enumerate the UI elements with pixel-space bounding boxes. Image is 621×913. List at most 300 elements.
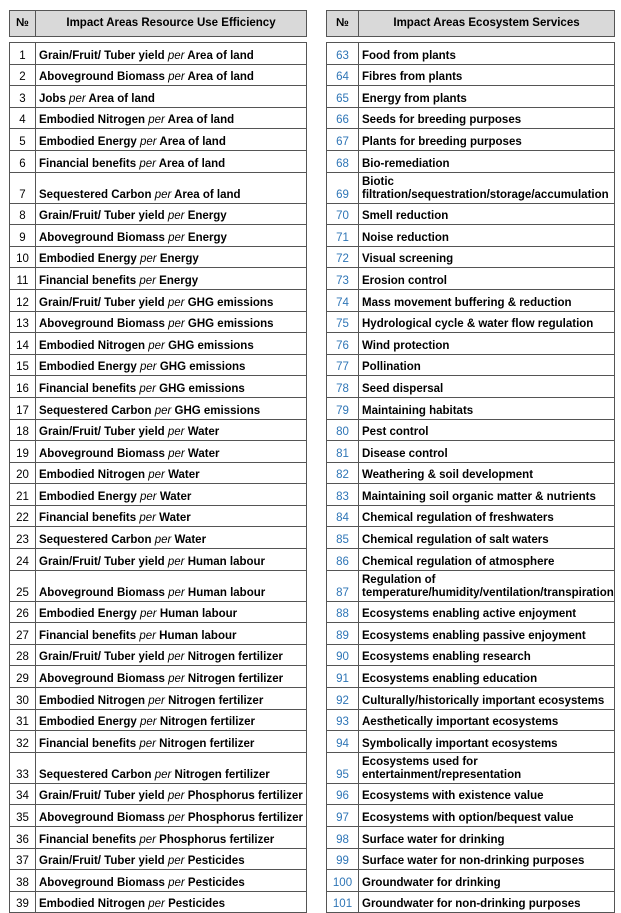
table-row: [10, 311, 307, 333]
impact-metric: Embodied Energy: [39, 608, 137, 621]
impact-metric: Grain/Fruit/ Tuber yield: [39, 296, 165, 309]
row-label: [36, 644, 307, 666]
row-number: 23: [10, 527, 36, 549]
row-label: [36, 150, 307, 172]
row-number: 24: [10, 549, 36, 571]
per-word: per: [168, 812, 185, 824]
impact-metric: Aboveground Biomass: [39, 586, 165, 599]
table-row: [10, 623, 307, 645]
table-row: [327, 570, 615, 601]
row-number: 86: [327, 549, 359, 571]
per-word: per: [139, 253, 157, 266]
service-name: Pollination: [359, 354, 615, 376]
table-row: [327, 203, 615, 225]
table-row: [10, 64, 307, 86]
row-number: 4: [10, 107, 36, 129]
resource-input: Phosphorus fertilizer: [187, 812, 303, 824]
resource-input: Nitrogen fertilizer: [159, 737, 255, 750]
resource-input: Nitrogen fertilizer: [174, 768, 270, 781]
per-word: per: [139, 135, 157, 148]
service-name: Bio-remediation: [359, 150, 615, 172]
row-number: 93: [327, 709, 359, 731]
table-row: [10, 666, 307, 688]
row-number: 35: [10, 805, 36, 827]
impact-metric: Embodied Nitrogen: [39, 694, 146, 707]
row-number: 26: [10, 601, 36, 623]
table-row: [327, 623, 615, 645]
service-name: Erosion control: [359, 268, 615, 290]
resource-input: Energy: [159, 274, 199, 287]
resource-input: Pesticides: [187, 855, 245, 868]
row-number: 70: [327, 203, 359, 225]
row-label: [36, 225, 307, 247]
row-number: 3: [10, 86, 36, 108]
resource-input: Energy: [187, 231, 227, 244]
row-label: [36, 203, 307, 225]
row-number: 90: [327, 644, 359, 666]
row-label: [36, 827, 307, 849]
impact-metric: Aboveground Biomass: [39, 812, 165, 824]
per-word: per: [154, 534, 172, 547]
resource-input: Water: [174, 534, 207, 547]
impact-metric: Embodied Nitrogen: [39, 898, 146, 911]
row-number: 63: [327, 43, 359, 65]
resource-input: Area of land: [187, 71, 254, 84]
row-number: 13: [10, 311, 36, 333]
row-number: 1: [10, 43, 36, 65]
resource-input: GHG emissions: [187, 296, 274, 309]
service-name: Ecosystems enabling research: [359, 644, 615, 666]
row-number: 76: [327, 333, 359, 355]
service-name: Pest control: [359, 419, 615, 441]
per-word: per: [139, 157, 156, 170]
resource-input: GHG emissions: [187, 318, 274, 331]
resource-input: Human labour: [159, 608, 238, 621]
impact-metric: Embodied Nitrogen: [39, 339, 146, 352]
service-name: Groundwater for drinking: [359, 870, 615, 892]
per-word: per: [167, 555, 185, 568]
row-label: [36, 86, 307, 108]
per-word: per: [69, 92, 86, 105]
table-row: [10, 43, 307, 65]
service-name: Chemical regulation of atmosphere: [359, 549, 615, 571]
row-label: [36, 891, 307, 913]
ecosystem-services-table: [326, 10, 615, 913]
table-row: [10, 870, 307, 892]
per-word: per: [139, 274, 156, 287]
table-row: [10, 527, 307, 549]
per-word: per: [168, 447, 185, 460]
per-word: per: [148, 339, 165, 352]
per-word: per: [167, 49, 185, 62]
table-row: [10, 848, 307, 870]
service-name: Ecosystems enabling passive enjoyment: [359, 623, 615, 645]
table-row: [10, 891, 307, 913]
resource-input: Area of land: [88, 92, 155, 105]
impact-metric: Financial benefits: [39, 274, 137, 287]
per-word: per: [167, 426, 185, 439]
service-name: Hydrological cycle & water flow regulation: [359, 311, 615, 333]
row-number: 22: [10, 505, 36, 527]
resource-input: Water: [159, 490, 192, 503]
row-number: 14: [10, 333, 36, 355]
resource-input: Pesticides: [168, 898, 225, 911]
row-number: 95: [327, 752, 359, 783]
row-number: 34: [10, 783, 36, 805]
table-row: [10, 462, 307, 484]
table-row: [10, 107, 307, 129]
row-number: 8: [10, 203, 36, 225]
row-number: 89: [327, 623, 359, 645]
service-name: Energy from plants: [359, 86, 615, 108]
resource-input: Area of land: [167, 114, 235, 127]
impact-metric: Sequestered Carbon: [39, 534, 152, 547]
table-row: [10, 505, 307, 527]
table-row: [10, 783, 307, 805]
impact-metric: Aboveground Biomass: [39, 318, 165, 331]
table-row: [327, 172, 615, 203]
resource-input: GHG emissions: [159, 361, 246, 374]
table-row: [327, 870, 615, 892]
table-row: [10, 150, 307, 172]
table-row: [10, 752, 307, 783]
service-name: Chemical regulation of freshwaters: [359, 505, 615, 527]
table-row: [327, 441, 615, 463]
resource-input: Energy: [187, 210, 227, 223]
service-name: Regulation of temperature/humidity/ventilation/transpiration: [359, 570, 615, 601]
service-name: Maintaining soil organic matter & nutrients: [359, 484, 615, 506]
row-number: 88: [327, 601, 359, 623]
table-row: [327, 891, 615, 913]
service-name: Groundwater for non-drinking purposes: [359, 891, 615, 913]
per-word: per: [139, 490, 157, 503]
table-row: [327, 709, 615, 731]
resource-input: Water: [159, 512, 191, 525]
table-row: [327, 848, 615, 870]
row-number: 68: [327, 150, 359, 172]
row-number: 83: [327, 484, 359, 506]
row-number: 11: [10, 268, 36, 290]
per-word: per: [148, 114, 165, 127]
row-label: [36, 688, 307, 710]
row-number: 25: [10, 570, 36, 601]
per-word: per: [139, 737, 156, 750]
impact-metric: Aboveground Biomass: [39, 71, 165, 84]
resource-input: Nitrogen fertilizer: [159, 716, 256, 729]
table-row: [10, 203, 307, 225]
resource-input: Area of land: [187, 49, 254, 62]
service-name: Food from plants: [359, 43, 615, 65]
impact-metric: Aboveground Biomass: [39, 673, 165, 686]
table-row: [10, 570, 307, 601]
row-label: [36, 549, 307, 571]
per-word: per: [154, 768, 172, 781]
row-number: 84: [327, 505, 359, 527]
service-name: Surface water for non-drinking purposes: [359, 848, 615, 870]
row-number: 6: [10, 150, 36, 172]
per-word: per: [154, 188, 172, 201]
table-row: [10, 805, 307, 827]
table-row: [10, 268, 307, 290]
row-label: [36, 268, 307, 290]
row-number: 18: [10, 419, 36, 441]
impact-metric: Financial benefits: [39, 157, 137, 170]
table-row: [10, 419, 307, 441]
row-number: 71: [327, 225, 359, 247]
service-name: Disease control: [359, 441, 615, 463]
table-row: [327, 505, 615, 527]
row-number: 77: [327, 354, 359, 376]
per-word: per: [168, 71, 185, 84]
resource-input: GHG emissions: [159, 382, 245, 395]
per-word: per: [148, 694, 165, 707]
row-number: 31: [10, 709, 36, 731]
service-name: Chemical regulation of salt waters: [359, 527, 615, 549]
resource-input: Area of land: [174, 188, 241, 201]
row-label: [36, 289, 307, 311]
resource-input: Human labour: [187, 555, 266, 568]
service-name: Ecosystems with existence value: [359, 783, 615, 805]
impact-metric: Aboveground Biomass: [39, 447, 165, 460]
per-word: per: [139, 382, 156, 395]
row-label: [36, 709, 307, 731]
impact-metric: Embodied Energy: [39, 361, 137, 374]
per-word: per: [139, 629, 156, 642]
resource-input: Nitrogen fertilizer: [187, 673, 284, 686]
row-label: [36, 527, 307, 549]
table-row: [327, 827, 615, 849]
row-label: [36, 870, 307, 892]
table-row: [10, 484, 307, 506]
row-number: 30: [10, 688, 36, 710]
table-row: [327, 644, 615, 666]
service-name: Biotic filtration/sequestration/storage/accumulation: [359, 172, 615, 203]
resource-input: Human labour: [187, 586, 266, 599]
row-number: 32: [10, 731, 36, 753]
row-number: 9: [10, 225, 36, 247]
impact-metric: Grain/Fruit/ Tuber yield: [39, 426, 165, 439]
service-name: Weathering & soil development: [359, 462, 615, 484]
table-row: [10, 827, 307, 849]
service-name: Surface water for drinking: [359, 827, 615, 849]
impact-metric: Grain/Fruit/ Tuber yield: [39, 49, 165, 62]
table-row: [10, 601, 307, 623]
impact-metric: Aboveground Biomass: [39, 876, 165, 889]
service-name: Ecosystems used for entertainment/representation: [359, 752, 615, 783]
per-word: per: [139, 361, 157, 374]
service-name: Culturally/historically important ecosystems: [359, 688, 615, 710]
table-row: [10, 549, 307, 571]
row-label: [36, 376, 307, 398]
table-row: [327, 419, 615, 441]
per-word: per: [168, 876, 185, 889]
table-row: [327, 289, 615, 311]
row-number: 69: [327, 172, 359, 203]
resource-input: GHG emissions: [168, 339, 254, 352]
service-name: Ecosystems with option/bequest value: [359, 805, 615, 827]
row-label: [36, 419, 307, 441]
row-label: [36, 172, 307, 203]
service-name: Seeds for breeding purposes: [359, 107, 615, 129]
impact-metric: Grain/Fruit/ Tuber yield: [39, 855, 165, 868]
row-label: [36, 666, 307, 688]
impact-metric: Grain/Fruit/ Tuber yield: [39, 651, 165, 664]
table-row: [327, 268, 615, 290]
table-row: [327, 107, 615, 129]
row-label: [36, 505, 307, 527]
row-number: 2: [10, 64, 36, 86]
row-number: 100: [327, 870, 359, 892]
resource-use-efficiency-table: [9, 10, 307, 913]
table-header-row: [327, 11, 615, 37]
resource-input: Human labour: [159, 629, 237, 642]
per-word: per: [167, 790, 185, 803]
impact-metric: Embodied Energy: [39, 253, 137, 266]
impact-metric: Financial benefits: [39, 512, 137, 525]
row-number: 78: [327, 376, 359, 398]
service-name: Smell reduction: [359, 203, 615, 225]
row-number: 97: [327, 805, 359, 827]
table-row: [327, 225, 615, 247]
service-name: Ecosystems enabling active enjoyment: [359, 601, 615, 623]
table-row: [10, 709, 307, 731]
row-label: [36, 848, 307, 870]
per-word: per: [139, 716, 157, 729]
row-number: 28: [10, 644, 36, 666]
row-number: 10: [10, 246, 36, 268]
row-number: 85: [327, 527, 359, 549]
table-row: [327, 805, 615, 827]
table-row: [327, 397, 615, 419]
table-row: [327, 527, 615, 549]
per-word: per: [154, 404, 172, 417]
resource-input: Pesticides: [187, 876, 245, 889]
row-number: 27: [10, 623, 36, 645]
row-number: 94: [327, 731, 359, 753]
row-label: [36, 397, 307, 419]
resource-input: Nitrogen fertilizer: [187, 651, 283, 664]
resource-input: Phosphorus fertilizer: [187, 790, 303, 803]
table-row: [10, 688, 307, 710]
row-number: 39: [10, 891, 36, 913]
row-label: [36, 601, 307, 623]
table-row: [327, 333, 615, 355]
row-number: 101: [327, 891, 359, 913]
column-header-title: Impact Areas Ecosystem Services: [359, 11, 615, 37]
impact-metric: Embodied Energy: [39, 490, 137, 503]
table-row: [327, 731, 615, 753]
table-row: [10, 644, 307, 666]
impact-metric: Grain/Fruit/ Tuber yield: [39, 790, 165, 803]
row-label: [36, 805, 307, 827]
per-word: per: [168, 673, 185, 686]
per-word: per: [167, 296, 185, 309]
impact-metric: Financial benefits: [39, 737, 137, 750]
row-number: 92: [327, 688, 359, 710]
row-number: 7: [10, 172, 36, 203]
row-number: 99: [327, 848, 359, 870]
impact-metric: Grain/Fruit/ Tuber yield: [39, 555, 165, 568]
per-word: per: [168, 318, 185, 331]
table-row: [327, 549, 615, 571]
table-row: [10, 333, 307, 355]
table-row: [327, 129, 615, 151]
table-row: [327, 601, 615, 623]
impact-metric: Financial benefits: [39, 833, 137, 846]
table-row: [10, 731, 307, 753]
table-row: [327, 354, 615, 376]
service-name: Plants for breeding purposes: [359, 129, 615, 151]
row-label: [36, 731, 307, 753]
row-number: 36: [10, 827, 36, 849]
per-word: per: [148, 898, 165, 911]
table-row: [10, 354, 307, 376]
table-row: [327, 64, 615, 86]
row-number: 75: [327, 311, 359, 333]
row-number: 21: [10, 484, 36, 506]
table-row: [10, 86, 307, 108]
table-row: [327, 752, 615, 783]
per-word: per: [168, 231, 185, 244]
table-row: [327, 150, 615, 172]
resource-input: Energy: [159, 253, 199, 266]
row-label: [36, 333, 307, 355]
row-number: 79: [327, 397, 359, 419]
service-name: Mass movement buffering & reduction: [359, 289, 615, 311]
table-row: [10, 289, 307, 311]
row-number: 15: [10, 354, 36, 376]
row-number: 38: [10, 870, 36, 892]
table-row: [327, 86, 615, 108]
column-header-number: №: [10, 11, 36, 37]
row-number: 72: [327, 246, 359, 268]
table-row: [327, 666, 615, 688]
table-row: [10, 441, 307, 463]
row-number: 17: [10, 397, 36, 419]
row-number: 12: [10, 289, 36, 311]
table-row: [10, 397, 307, 419]
impact-metric: Embodied Energy: [39, 716, 137, 729]
resource-input: Water: [187, 447, 220, 460]
table-row: [10, 172, 307, 203]
row-number: 20: [10, 462, 36, 484]
row-number: 87: [327, 570, 359, 601]
row-number: 33: [10, 752, 36, 783]
table-row: [10, 129, 307, 151]
resource-input: Nitrogen fertilizer: [168, 694, 264, 707]
row-number: 65: [327, 86, 359, 108]
impact-metric: Financial benefits: [39, 629, 137, 642]
resource-input: Phosphorus fertilizer: [159, 833, 275, 846]
row-number: 73: [327, 268, 359, 290]
resource-input: GHG emissions: [174, 404, 261, 417]
row-number: 64: [327, 64, 359, 86]
resource-input: Water: [187, 426, 220, 439]
service-name: Fibres from plants: [359, 64, 615, 86]
service-name: Maintaining habitats: [359, 397, 615, 419]
table-row: [327, 376, 615, 398]
service-name: Aesthetically important ecosystems: [359, 709, 615, 731]
per-word: per: [167, 210, 185, 223]
service-name: Wind protection: [359, 333, 615, 355]
per-word: per: [167, 855, 185, 868]
row-number: 5: [10, 129, 36, 151]
resource-input: Water: [168, 469, 200, 482]
row-number: 80: [327, 419, 359, 441]
service-name: Ecosystems enabling education: [359, 666, 615, 688]
column-header-number: №: [327, 11, 359, 37]
row-label: [36, 570, 307, 601]
